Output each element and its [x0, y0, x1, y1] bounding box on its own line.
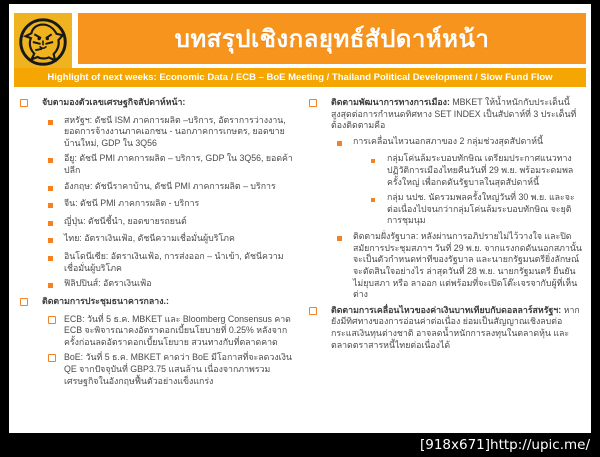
bullet-outline-icon	[48, 352, 64, 387]
bullet-filled-icon	[337, 231, 353, 301]
item-bold-text: ติดตามการประชุมธนาคารกลาง.:	[42, 295, 169, 306]
bullet-filled-icon	[48, 216, 64, 230]
bullet-outline-icon	[20, 97, 42, 111]
bullet-filled-icon	[371, 153, 387, 188]
list-item	[48, 278, 296, 292]
item-text: ไทย: อัตราเงินเฟ้อ, ดัชนีความเชื่อมั่นผู้บริโภค	[64, 233, 235, 244]
bullet-outline-icon	[20, 296, 42, 310]
content-columns	[20, 95, 586, 391]
item-text: ติดตามฝั่งรัฐบาล: หลังผ่านการอภิปรายไม่ไว้วางใจ และปิดสมัยการประชุมสภาฯ วันที่ 29 พ.ย. จากแรงกดดันนอกสภานั้น จะเป็นตัวกำหนดท่าทีของรัฐบาล และนายกรัฐมนตรียิ่งลักษณ์ จะตัดสินใจอย่างไร ล่าสุดวันที่ 28 พ.ย. นายกรัฐมนตรี ยืนยันไม่ยุบสภา หรือ ลาออก แต่พร้อมที่จะเปิดโต๊ะเจรจากับผู้ที่เห็นต่าง	[353, 231, 582, 300]
list-item	[48, 216, 296, 230]
subtitle-text: Highlight of next weeks: Economic Data / ECB – BoE Meeting / Thailand Political Development / Slow Fund Flow	[47, 72, 553, 83]
list-item	[48, 198, 296, 212]
item-text: สหรัฐฯ: ดัชนี ISM ภาคการผลิต –บริการ, อัตราการว่างงาน, ยอดการจ้างงานภาคเอกชน - นอกภาคการเกษตร, ยอดขายบ้านใหม่, GDP ใน 3Q56	[64, 114, 286, 148]
bullet-filled-icon	[371, 192, 387, 227]
item-text: ญี่ปุ่น: ดัชนีชี้นำ, ยอดขายรถยนต์	[64, 215, 187, 226]
list-item	[48, 115, 296, 150]
list-item	[48, 153, 296, 176]
list-item	[48, 181, 296, 195]
item-bold-text: ติดตามพัฒนาการทางการเมือง:	[331, 97, 450, 107]
item-text: หากยังมีทิศทางของการอ่อนค่าต่อเนื่อง ย่อมเป็นสัญญาณเชิงลบต่อกระแสเงินทุนต่างชาติ อาจลดน้ำหนักการลงทุนในตลาดหุ้น และ ตลาดตราสารหนี้ไทยต่อเนื่องได้	[331, 304, 580, 350]
item-text: จีน: ดัชนี PMI ภาคการผลิต - บริการ	[64, 198, 200, 209]
column-right	[309, 95, 585, 391]
column-left	[20, 95, 296, 391]
list-item	[371, 153, 585, 188]
item-text: กลุ่ม นปช. นัดรวมพลครั้งใหญ่วันที่ 30 พ.ย. และจะต่อเนื่องไปจนกว่ากลุ่มโค่นล้มระบอบทักษิณ จะยุติการชุมนุม	[387, 192, 575, 226]
item-text: อังกฤษ: ดัชนีราคาบ้าน, ดัชนี PMI ภาคการผลิต – บริการ	[64, 180, 276, 191]
bullet-filled-icon	[48, 115, 64, 150]
bullet-filled-icon	[337, 136, 353, 150]
item-text: กลุ่มโค่นล้มระบอบทักษิณ เตรียมประกาศแนวทางปฏิวัติการเมืองไทยคืนวันที่ 29 พ.ย. พร้อมระดมพลครั้งใหญ่ เพื่อกดดันรัฐบาลในสุดสัปดาห์นี้	[387, 153, 574, 187]
item-text: การเคลื่อนไหวนอกสภาของ 2 กลุ่มช่วงสุดสัปดาห์นี้	[353, 135, 544, 146]
list-item	[48, 352, 296, 387]
bullet-outline-icon	[309, 97, 331, 132]
list-item	[337, 136, 585, 150]
bullet-filled-icon	[48, 233, 64, 247]
bullet-filled-icon	[48, 181, 64, 195]
bullet-filled-icon	[48, 278, 64, 292]
item-text: ฟิลิปปินส์: อัตราเงินเฟ้อ	[64, 278, 152, 289]
bullet-filled-icon	[48, 153, 64, 176]
list-item	[309, 305, 585, 351]
item-text: ECB: วันที่ 5 ธ.ค. MBKET และ Bloomberg Consensus คาด ECB จะพิจารณาคงอัตราดอกเบี้ยนโยบายที่ 0.25% หลังจากครั้งก่อนลดอัตราดอกเบี้ยนโยบาย สวนทางกับที่ตลาดคาด	[64, 313, 291, 347]
bullet-outline-icon	[48, 314, 64, 349]
item-bold-text: จับตามองตัวเลขเศรษฐกิจสัปดาห์หน้า:	[42, 97, 186, 107]
list-item	[309, 97, 585, 132]
list-item	[48, 251, 296, 274]
item-bold-text: ติดตามการเคลื่อนไหวของค่าเงินบาทเทียบกับดอลลาร์สหรัฐฯ:	[331, 304, 562, 315]
list-item	[371, 192, 585, 227]
page-title: บทสรุปเชิงกลยุทธ์สัปดาห์หน้า	[174, 26, 490, 53]
slide	[9, 4, 591, 433]
subtitle-bar	[14, 68, 586, 87]
item-text: MBKET ให้น้ำหนักกับประเด็นนี้สูงสุดต่อการกำหนดทิศทาง SET INDEX เป็นสัปดาห์ที่ 3 ประเด็นที่ต้องติดตามคือ	[331, 97, 577, 131]
watermark-text: [918x671]http://upic.me/	[419, 437, 590, 453]
item-text: อียู: ดัชนี PMI ภาคการผลิต – บริการ, GDP ใน 3Q56, ยอดค้าปลีก	[64, 153, 293, 176]
watermark-bar	[0, 433, 600, 457]
bullet-outline-icon	[309, 305, 331, 351]
list-item	[48, 233, 296, 247]
bullet-filled-icon	[48, 251, 64, 274]
item-text: BoE: วันที่ 5 ธ.ค. MBKET คาดว่า BoE มีโอกาสที่จะลดวงเงิน QE จากปัจจุบันที่ GBP3.75 แสนล้าน เนื่องจากภาพรวมเศรษฐกิจในอังกฤษฟื้นตัวอย่างแข็งแกร่ง	[64, 352, 292, 386]
list-item	[48, 314, 296, 349]
bullet-filled-icon	[48, 198, 64, 212]
title-banner	[78, 13, 586, 64]
item-text: อินโดนีเซีย: อัตราเงินเฟ้อ, การส่งออก – นำเข้า, ดัชนีความเชื่อมั่นผู้บริโภค	[64, 251, 284, 273]
maybank-tiger-logo-icon	[14, 13, 72, 71]
list-item	[337, 231, 585, 301]
list-item	[20, 296, 296, 310]
list-item	[20, 97, 296, 111]
